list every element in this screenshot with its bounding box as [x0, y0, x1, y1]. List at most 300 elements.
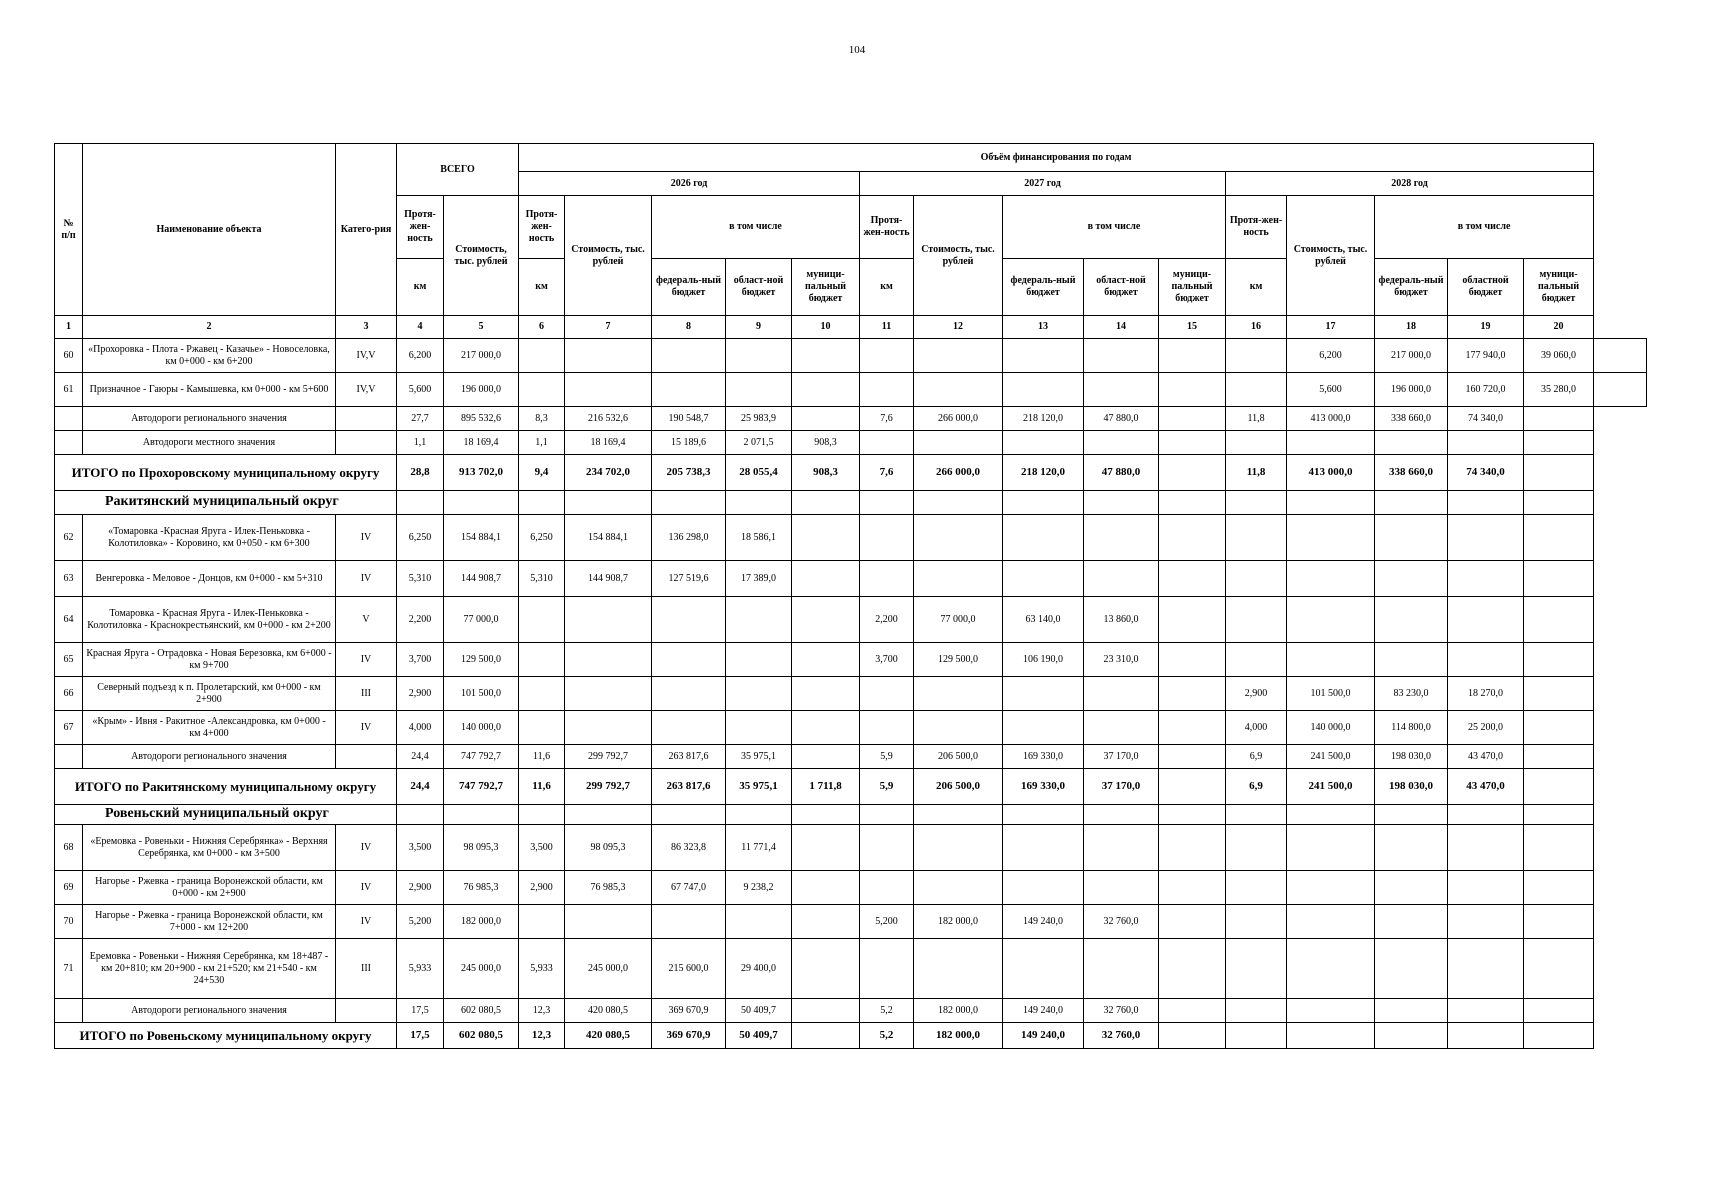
value-cell: 5,600: [1287, 373, 1375, 407]
value-cell: [1084, 373, 1159, 407]
value-cell: 2,200: [860, 597, 914, 643]
column-number: 6: [519, 316, 565, 339]
total-value-cell: 5,9: [860, 769, 914, 805]
header-year-2026: 2026 год: [519, 172, 860, 196]
value-cell: [1159, 825, 1226, 871]
total-value-cell: 420 080,5: [565, 1023, 652, 1049]
empty-cell: [1084, 491, 1159, 515]
object-name: Томаровка - Красная Яруга - Илек-Пеньковка - Колотиловка - Краснокрестьянский, км 0+000 - км 2+200: [83, 597, 336, 643]
value-cell: [792, 515, 860, 561]
value-cell: 37 170,0: [1084, 745, 1159, 769]
value-cell: 5,310: [519, 561, 565, 597]
column-number: 14: [1084, 316, 1159, 339]
value-cell: 3,700: [860, 643, 914, 677]
total-value-cell: 205 738,3: [652, 455, 726, 491]
row-number: [55, 999, 83, 1023]
category-cell: III: [336, 677, 397, 711]
value-cell: [1226, 939, 1287, 999]
page-number: 104: [848, 44, 866, 56]
subtotal-row: [55, 407, 1647, 431]
value-cell: 25 200,0: [1448, 711, 1524, 745]
value-cell: 4,000: [1226, 711, 1287, 745]
table-row: [55, 939, 1647, 999]
header-including: в том числе: [652, 196, 860, 259]
total-label: ИТОГО по Ракитянскому муниципальному округу: [55, 769, 397, 805]
value-cell: 43 470,0: [1448, 745, 1524, 769]
value-cell: [1524, 905, 1594, 939]
value-cell: [652, 677, 726, 711]
value-cell: [726, 373, 792, 407]
column-number: 9: [726, 316, 792, 339]
value-cell: [1159, 431, 1226, 455]
value-cell: 12,3: [519, 999, 565, 1023]
total-value-cell: 28 055,4: [726, 455, 792, 491]
value-cell: [1524, 643, 1594, 677]
object-name: Нагорье - Ржевка - граница Воронежской области, км 0+000 - км 2+900: [83, 871, 336, 905]
category-cell: III: [336, 939, 397, 999]
value-cell: [652, 643, 726, 677]
total-label: ИТОГО по Ровеньскому муниципальному округу: [55, 1023, 397, 1049]
value-cell: [1375, 515, 1448, 561]
value-cell: [792, 677, 860, 711]
value-cell: [792, 597, 860, 643]
value-cell: [1084, 515, 1159, 561]
total-value-cell: 11,8: [1226, 455, 1287, 491]
table-row: [55, 677, 1647, 711]
object-name: Красная Яруга - Отрадовка - Новая Березовка, км 6+000 - км 9+700: [83, 643, 336, 677]
value-cell: [1003, 339, 1084, 373]
value-cell: 1,1: [519, 431, 565, 455]
total-value-cell: 1 711,8: [792, 769, 860, 805]
value-cell: [792, 339, 860, 373]
value-cell: [860, 677, 914, 711]
value-cell: 218 120,0: [1003, 407, 1084, 431]
category-cell: IV: [336, 825, 397, 871]
value-cell: 86 323,8: [652, 825, 726, 871]
value-cell: 47 880,0: [1084, 407, 1159, 431]
total-value-cell: 7,6: [860, 455, 914, 491]
header-financing: Объём финансирования по годам: [519, 144, 1594, 172]
value-cell: [914, 339, 1003, 373]
value-cell: [519, 597, 565, 643]
value-cell: 190 548,7: [652, 407, 726, 431]
total-value-cell: [1524, 455, 1594, 491]
row-number: 66: [55, 677, 83, 711]
total-value-cell: 74 340,0: [1448, 455, 1524, 491]
header-km: км: [1226, 259, 1287, 316]
value-cell: [1287, 561, 1375, 597]
value-cell: 18 169,4: [565, 431, 652, 455]
value-cell: [1159, 597, 1226, 643]
empty-cell: [397, 805, 444, 825]
header-year-2027: 2027 год: [860, 172, 1226, 196]
value-cell: 5,200: [397, 905, 444, 939]
total-label: ИТОГО по Прохоровскому муниципальному округу: [55, 455, 397, 491]
value-cell: [1524, 871, 1594, 905]
row-number: 61: [55, 373, 83, 407]
total-value-cell: 12,3: [519, 1023, 565, 1049]
value-cell: 127 519,6: [652, 561, 726, 597]
category-cell: V: [336, 597, 397, 643]
column-number: 5: [444, 316, 519, 339]
value-cell: [1159, 643, 1226, 677]
value-cell: [792, 905, 860, 939]
empty-cell: [914, 805, 1003, 825]
value-cell: 216 532,6: [565, 407, 652, 431]
object-name: «Прохоровка - Плота - Ржавец - Казачье» - Новоселовка, км 0+000 - км 6+200: [83, 339, 336, 373]
column-number: 12: [914, 316, 1003, 339]
value-cell: [792, 745, 860, 769]
value-cell: [652, 711, 726, 745]
total-value-cell: 11,6: [519, 769, 565, 805]
table-row: [55, 643, 1647, 677]
value-cell: 2,900: [397, 677, 444, 711]
value-cell: 6,9: [1226, 745, 1287, 769]
header-including: в том числе: [1003, 196, 1226, 259]
value-cell: [1524, 431, 1594, 455]
value-cell: [792, 939, 860, 999]
header-km: км: [860, 259, 914, 316]
value-cell: [1448, 597, 1524, 643]
value-cell: [914, 677, 1003, 711]
value-cell: [860, 431, 914, 455]
category-cell: IV: [336, 711, 397, 745]
value-cell: 2,900: [1226, 677, 1287, 711]
empty-cell: [652, 805, 726, 825]
total-value-cell: [1287, 1023, 1375, 1049]
table-row: [55, 711, 1647, 745]
header-regional: областной бюджет: [1448, 259, 1524, 316]
empty-cell: [565, 805, 652, 825]
value-cell: [1159, 515, 1226, 561]
total-value-cell: 266 000,0: [914, 455, 1003, 491]
value-cell: 2,900: [397, 871, 444, 905]
value-cell: [1159, 745, 1226, 769]
value-cell: [1159, 373, 1226, 407]
object-name: Нагорье - Ржевка - граница Воронежской области, км 7+000 - км 12+200: [83, 905, 336, 939]
value-cell: 140 000,0: [444, 711, 519, 745]
total-row: [55, 1023, 1647, 1049]
value-cell: 908,3: [792, 431, 860, 455]
total-value-cell: 5,2: [860, 1023, 914, 1049]
row-number: 62: [55, 515, 83, 561]
value-cell: 6,200: [397, 339, 444, 373]
value-cell: 1,1: [397, 431, 444, 455]
table-row: [55, 373, 1647, 407]
category-cell: IV: [336, 871, 397, 905]
total-value-cell: 24,4: [397, 769, 444, 805]
value-cell: 5,933: [519, 939, 565, 999]
value-cell: [1448, 871, 1524, 905]
value-cell: 895 532,6: [444, 407, 519, 431]
value-cell: [1159, 561, 1226, 597]
value-cell: [792, 373, 860, 407]
value-cell: [860, 561, 914, 597]
value-cell: [565, 597, 652, 643]
value-cell: [860, 339, 914, 373]
header-row-no: № п/п: [55, 144, 83, 316]
column-number: 20: [1524, 316, 1594, 339]
value-cell: 369 670,9: [652, 999, 726, 1023]
total-value-cell: 299 792,7: [565, 769, 652, 805]
value-cell: [792, 871, 860, 905]
value-cell: [1084, 939, 1159, 999]
total-value-cell: [1159, 455, 1226, 491]
empty-cell: [726, 491, 792, 515]
value-cell: [1159, 339, 1226, 373]
value-cell: [1448, 825, 1524, 871]
column-number: 8: [652, 316, 726, 339]
value-cell: [1287, 871, 1375, 905]
value-cell: [1448, 561, 1524, 597]
value-cell: [914, 561, 1003, 597]
value-cell: [519, 711, 565, 745]
value-cell: 129 500,0: [914, 643, 1003, 677]
value-cell: 196 000,0: [444, 373, 519, 407]
empty-cell: [792, 491, 860, 515]
value-cell: [652, 339, 726, 373]
value-cell: [1375, 905, 1448, 939]
total-row: [55, 769, 1647, 805]
total-value-cell: 263 817,6: [652, 769, 726, 805]
header-cost: Стоимость, тыс. рублей: [914, 196, 1003, 316]
section-title: Ровеньский муниципальный округ: [55, 805, 397, 825]
value-cell: 2,900: [519, 871, 565, 905]
value-cell: 50 409,7: [726, 999, 792, 1023]
value-cell: [1159, 677, 1226, 711]
row-number: 70: [55, 905, 83, 939]
value-cell: 114 800,0: [1375, 711, 1448, 745]
total-value-cell: 149 240,0: [1003, 1023, 1084, 1049]
value-cell: 13 860,0: [1084, 597, 1159, 643]
value-cell: [565, 373, 652, 407]
total-value-cell: 43 470,0: [1448, 769, 1524, 805]
total-value-cell: 913 702,0: [444, 455, 519, 491]
empty-cell: [726, 805, 792, 825]
row-number: 63: [55, 561, 83, 597]
value-cell: 2 071,5: [726, 431, 792, 455]
total-value-cell: [1524, 1023, 1594, 1049]
value-cell: [726, 905, 792, 939]
value-cell: [726, 643, 792, 677]
header-cost: Стоимость, тыс. рублей: [444, 196, 519, 316]
value-cell: 182 000,0: [914, 905, 1003, 939]
value-cell: [1287, 643, 1375, 677]
value-cell: [1084, 431, 1159, 455]
header-municipal: муници-пальный бюджет: [792, 259, 860, 316]
value-cell: [1594, 339, 1647, 373]
value-cell: [1524, 999, 1594, 1023]
value-cell: [1375, 939, 1448, 999]
category-cell: IV: [336, 643, 397, 677]
value-cell: 144 908,7: [565, 561, 652, 597]
column-number: 18: [1375, 316, 1448, 339]
value-cell: 25 983,9: [726, 407, 792, 431]
category-cell: IV,V: [336, 373, 397, 407]
value-cell: [1375, 643, 1448, 677]
value-cell: 4,000: [397, 711, 444, 745]
total-value-cell: 338 660,0: [1375, 455, 1448, 491]
value-cell: [1287, 999, 1375, 1023]
value-cell: 76 985,3: [565, 871, 652, 905]
row-number: 65: [55, 643, 83, 677]
column-number: 1: [55, 316, 83, 339]
value-cell: 215 600,0: [652, 939, 726, 999]
empty-cell: [565, 491, 652, 515]
empty-cell: [1003, 491, 1084, 515]
value-cell: 299 792,7: [565, 745, 652, 769]
header-municipal: муници-пальный бюджет: [1524, 259, 1594, 316]
value-cell: [1226, 905, 1287, 939]
empty-cell: [1159, 491, 1226, 515]
header-length: Протя-жен-ность: [860, 196, 914, 259]
empty-cell: [1375, 805, 1448, 825]
value-cell: [1084, 825, 1159, 871]
header-cost: Стоимость, тыс. рублей: [1287, 196, 1375, 316]
empty-cell: [1448, 805, 1524, 825]
total-value-cell: 28,8: [397, 455, 444, 491]
value-cell: 3,500: [397, 825, 444, 871]
value-cell: [860, 515, 914, 561]
value-cell: 18 169,4: [444, 431, 519, 455]
value-cell: [1524, 561, 1594, 597]
value-cell: 206 500,0: [914, 745, 1003, 769]
total-value-cell: 9,4: [519, 455, 565, 491]
value-cell: 182 000,0: [444, 905, 519, 939]
row-number: 60: [55, 339, 83, 373]
total-value-cell: 908,3: [792, 455, 860, 491]
financing-table: [54, 143, 1647, 1049]
value-cell: [1524, 515, 1594, 561]
empty-cell: [444, 491, 519, 515]
table-body: [55, 339, 1647, 1049]
empty-cell: [1226, 491, 1287, 515]
total-value-cell: 17,5: [397, 1023, 444, 1049]
value-cell: [1003, 677, 1084, 711]
value-cell: [792, 711, 860, 745]
value-cell: [1448, 905, 1524, 939]
value-cell: [792, 561, 860, 597]
value-cell: [1003, 711, 1084, 745]
value-cell: [860, 939, 914, 999]
value-cell: [1226, 999, 1287, 1023]
empty-cell: [1287, 491, 1375, 515]
header-federal: федераль-ный бюджет: [1003, 259, 1084, 316]
empty-cell: [1524, 491, 1594, 515]
total-value-cell: [1448, 1023, 1524, 1049]
value-cell: 149 240,0: [1003, 999, 1084, 1023]
value-cell: 6,200: [1287, 339, 1375, 373]
object-name: Автодороги регионального значения: [83, 999, 336, 1023]
empty-cell: [519, 805, 565, 825]
section-title: Ракитянский муниципальный округ: [55, 491, 397, 515]
table-row: [55, 871, 1647, 905]
total-value-cell: 169 330,0: [1003, 769, 1084, 805]
value-cell: [860, 373, 914, 407]
row-number: [55, 407, 83, 431]
value-cell: [1594, 373, 1647, 407]
total-value-cell: [1159, 1023, 1226, 1049]
value-cell: [914, 939, 1003, 999]
value-cell: 35 280,0: [1524, 373, 1594, 407]
value-cell: [1226, 561, 1287, 597]
value-cell: [565, 643, 652, 677]
value-cell: 747 792,7: [444, 745, 519, 769]
table-row: [55, 561, 1647, 597]
header-regional: област-ной бюджет: [726, 259, 792, 316]
value-cell: [1287, 939, 1375, 999]
value-cell: [1287, 825, 1375, 871]
header-including: в том числе: [1375, 196, 1594, 259]
column-number: 11: [860, 316, 914, 339]
value-cell: [1226, 373, 1287, 407]
value-cell: 77 000,0: [444, 597, 519, 643]
value-cell: 420 080,5: [565, 999, 652, 1023]
value-cell: 98 095,3: [565, 825, 652, 871]
value-cell: [565, 339, 652, 373]
value-cell: 154 884,1: [565, 515, 652, 561]
value-cell: 149 240,0: [1003, 905, 1084, 939]
value-cell: 177 940,0: [1448, 339, 1524, 373]
value-cell: 413 000,0: [1287, 407, 1375, 431]
value-cell: [860, 871, 914, 905]
value-cell: 160 720,0: [1448, 373, 1524, 407]
table-row: [55, 825, 1647, 871]
value-cell: [1375, 871, 1448, 905]
value-cell: 35 975,1: [726, 745, 792, 769]
value-cell: [1226, 871, 1287, 905]
value-cell: 217 000,0: [1375, 339, 1448, 373]
value-cell: [860, 711, 914, 745]
column-number: 2: [83, 316, 336, 339]
empty-cell: [1226, 805, 1287, 825]
value-cell: [860, 825, 914, 871]
value-cell: 3,500: [519, 825, 565, 871]
row-number: 71: [55, 939, 83, 999]
table-row: [55, 515, 1647, 561]
value-cell: [652, 373, 726, 407]
value-cell: [1226, 515, 1287, 561]
value-cell: [726, 597, 792, 643]
value-cell: [1159, 407, 1226, 431]
value-cell: 39 060,0: [1524, 339, 1594, 373]
value-cell: [1226, 339, 1287, 373]
value-cell: 18 586,1: [726, 515, 792, 561]
total-value-cell: 50 409,7: [726, 1023, 792, 1049]
value-cell: 2,200: [397, 597, 444, 643]
value-cell: [1375, 999, 1448, 1023]
header-object-name: Наименование объекта: [83, 144, 336, 316]
section-row: [55, 805, 1647, 825]
object-name: «Еремовка - Ровеньки - Нижняя Серебрянка» - Верхняя Серебрянка, км 0+000 - км 3+500: [83, 825, 336, 871]
value-cell: 241 500,0: [1287, 745, 1375, 769]
total-value-cell: 241 500,0: [1287, 769, 1375, 805]
total-value-cell: 218 120,0: [1003, 455, 1084, 491]
value-cell: 129 500,0: [444, 643, 519, 677]
value-cell: [1159, 999, 1226, 1023]
value-cell: [565, 905, 652, 939]
value-cell: 154 884,1: [444, 515, 519, 561]
value-cell: 18 270,0: [1448, 677, 1524, 711]
object-name: Автодороги регионального значения: [83, 745, 336, 769]
value-cell: [1084, 339, 1159, 373]
object-name: Автодороги местного значения: [83, 431, 336, 455]
category-cell: [336, 745, 397, 769]
value-cell: 140 000,0: [1287, 711, 1375, 745]
value-cell: [1226, 825, 1287, 871]
value-cell: 32 760,0: [1084, 905, 1159, 939]
header-total: ВСЕГО: [397, 144, 519, 196]
